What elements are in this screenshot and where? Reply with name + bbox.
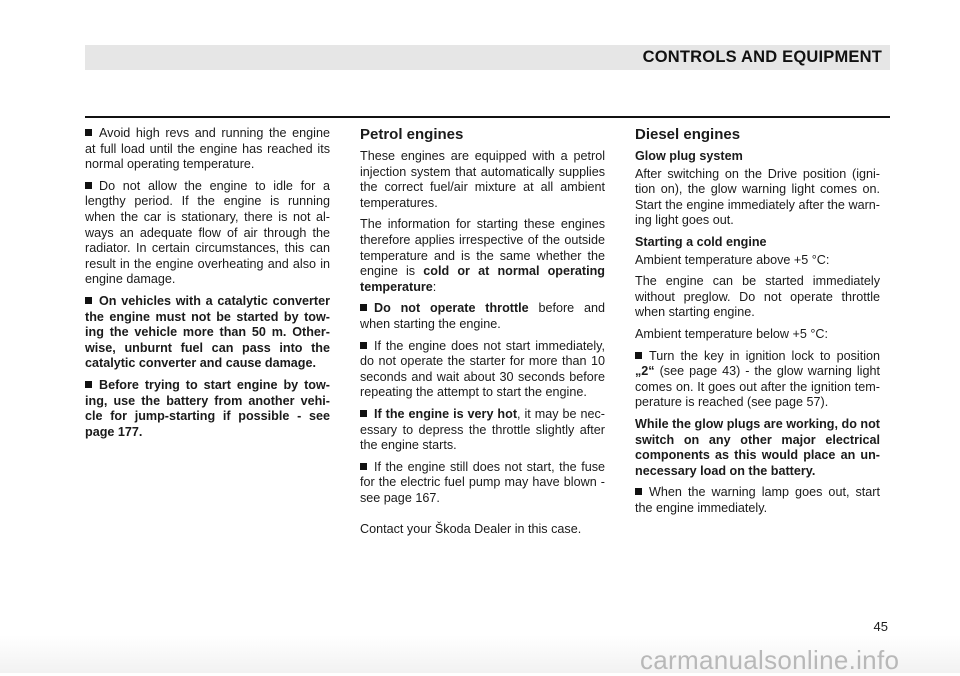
- column-left: [85, 126, 330, 446]
- paragraph-glow-plug-warning: While the glow plugs are working, do not switch on any other major electrical components as this would place an un-necessary load on the battery.: [635, 416, 880, 478]
- bullet-throttle: Do not operate throttle before and when starting the engine.: [360, 301, 605, 331]
- column-middle: [360, 126, 605, 544]
- bullet-turn-key: Turn the key in ignition lock to position „2“ (see page 43) - the glow warning light comes on. It goes out after the ignition tem-perature is reached (see page 57).: [635, 348, 880, 410]
- bullet-square-icon: [360, 304, 367, 311]
- paragraph-glow-light: After switching on the Drive position (igni-tion on), the glow warning light comes on. Start the engine immediately after the warn-ing light goes out.: [635, 166, 880, 228]
- bullet-square-icon: [360, 463, 367, 470]
- bullet-square-icon: [360, 410, 367, 417]
- spacer: [360, 512, 605, 522]
- bullet-square-icon: [85, 182, 92, 189]
- page-number: 45: [873, 619, 888, 634]
- page-header-title: CONTROLS AND EQUIPMENT: [642, 48, 882, 66]
- paragraph-catalytic-converter: On vehicles with a catalytic converter the engine must not be started by tow-ing the vehicle more than 50 m. Other-wise, unburnt fuel can pass into the catalytic converter and cause damage.: [85, 293, 330, 371]
- paragraph-no-preglow: The engine can be started immediately without preglow. Do not operate throttle when starting engine.: [635, 274, 880, 320]
- bullet-starter-duration: If the engine does not start immediately, do not operate the starter for more than 10 seconds and wait about 30 seconds before repeating the attempt to start the engine.: [360, 338, 605, 400]
- bullet-start-engine: When the warning lamp goes out, start the engine immediately.: [635, 485, 880, 515]
- paragraph-tow-start: Before trying to start engine by tow-ing, use the battery from another vehi-cle for jump-starting if possible - see page 177.: [85, 377, 330, 439]
- bullet-square-icon: [635, 488, 642, 495]
- paragraph-idle: Do not allow the engine to idle for a lengthy period. If the engine is running when the car is stationary, there is not al-ways an adequate flow of air through the radiator. In certain circumstances, this can result in the engine overheating and also in engine damage.: [85, 178, 330, 287]
- bullet-engine-hot: If the engine is very hot, it may be nec-essary to depress the throttle slightly after the engine starts.: [360, 406, 605, 453]
- column-right: [635, 126, 880, 522]
- paragraph-avoid-high-revs: Avoid high revs and running the engine at full load until the engine has reached its normal operating temperature.: [85, 126, 330, 172]
- heading-petrol-engines: Petrol engines: [360, 126, 464, 143]
- paragraph-petrol-intro: These engines are equipped with a petrol injection system that automatically supplies the correct fuel/air mixture at all ambient temperatures.: [360, 149, 605, 210]
- paragraph-temp-above: Ambient temperature above +5 °C:: [635, 252, 830, 267]
- bullet-square-icon: [635, 352, 642, 359]
- header-band: [85, 45, 890, 70]
- paragraph-petrol-starting-info: The information for starting these engines therefore applies irrespective of the outside temperature and is the same whether the engine is cold or at normal operating temperature:: [360, 217, 605, 294]
- bullet-square-icon: [85, 129, 92, 136]
- subheading-glow-plug-system: Glow plug system: [635, 149, 743, 163]
- heading-diesel-engines: Diesel engines: [635, 126, 741, 143]
- paragraph-temp-below: Ambient temperature below +5 °C:: [635, 326, 828, 341]
- watermark-text: carmanualsonline.info: [640, 645, 900, 675]
- paragraph-contact-dealer: Contact your Škoda Dealer in this case.: [360, 522, 582, 537]
- bullet-square-icon: [85, 297, 92, 304]
- bullet-square-icon: [360, 342, 367, 349]
- bullet-fuse: If the engine still does not start, the fuse for the electric fuel pump may have blown - see page 167.: [360, 459, 605, 505]
- bullet-square-icon: [85, 381, 92, 388]
- watermark-band: [0, 635, 960, 673]
- header-rule: [85, 116, 890, 118]
- subheading-cold-engine: Starting a cold engine: [635, 234, 767, 249]
